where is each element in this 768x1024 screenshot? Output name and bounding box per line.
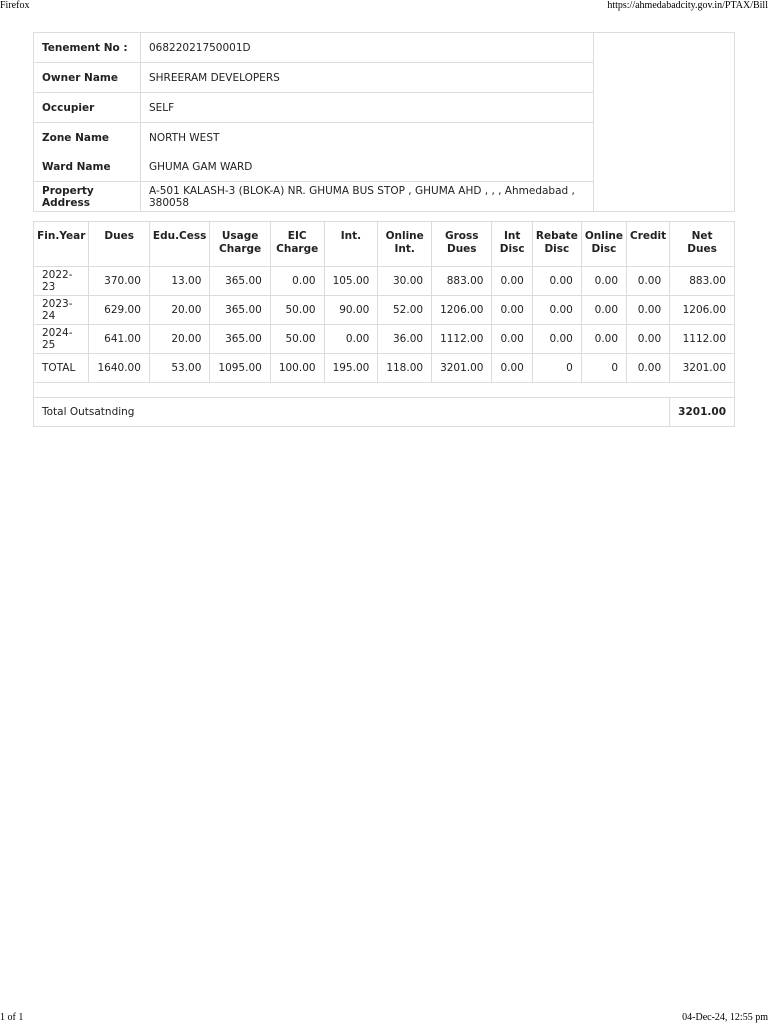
table-cell: 0.00 (532, 296, 581, 325)
column-header (89, 222, 149, 267)
table-cell: 0.00 (581, 267, 626, 296)
column-header-text: Disc (591, 243, 617, 255)
column-header (581, 222, 626, 267)
table-cell: 365.00 (210, 296, 270, 325)
info-value: SELF (141, 93, 594, 123)
spacer-cell (34, 383, 670, 398)
table-cell: 2024-25 (34, 325, 89, 354)
table-cell: 3201.00 (670, 354, 735, 383)
table-cell: 13.00 (149, 267, 209, 296)
column-header-text: Online (385, 230, 424, 242)
info-label: Ward Name (34, 152, 141, 182)
column-header-text: Dues (104, 230, 134, 242)
column-header (532, 222, 581, 267)
table-cell: 0.00 (627, 354, 670, 383)
blank-cell (594, 33, 735, 212)
column-header (149, 222, 209, 267)
column-header-text: Usage (221, 230, 259, 242)
table-cell: 0 (532, 354, 581, 383)
table-cell: 0.00 (492, 354, 532, 383)
table-cell: 0.00 (581, 325, 626, 354)
table-cell: 36.00 (378, 325, 432, 354)
info-label: Owner Name (34, 63, 141, 93)
table-cell: 0.00 (492, 325, 532, 354)
table-cell: 365.00 (210, 325, 270, 354)
info-label: Property Address (34, 182, 141, 212)
column-header-text: Charge (276, 243, 319, 255)
column-header-text: Fin.Year (37, 230, 86, 242)
table-cell: 0.00 (324, 325, 378, 354)
table-cell: 2022-23 (34, 267, 89, 296)
table-cell: 883.00 (432, 267, 492, 296)
info-value: 06822021750001D (141, 33, 594, 63)
column-header-text: Credit (630, 230, 667, 242)
table-cell: 90.00 (324, 296, 378, 325)
table-cell: 1112.00 (432, 325, 492, 354)
table-cell: 629.00 (89, 296, 149, 325)
table-row (34, 296, 735, 325)
column-header-text: Gross (445, 230, 479, 242)
page-url: https://ahmedabadcity.gov.in/PTAX/Bill (607, 0, 768, 11)
table-cell: 1095.00 (210, 354, 270, 383)
column-header-text: Dues (446, 243, 477, 255)
table-cell: 0.00 (532, 267, 581, 296)
column-header-text: Int. (394, 243, 415, 255)
table-cell: 0 (581, 354, 626, 383)
table-cell: 3201.00 (432, 354, 492, 383)
column-header-text: Charge (219, 243, 262, 255)
column-header (210, 222, 270, 267)
info-label: Occupier (34, 93, 141, 123)
column-header-text: Disc (544, 243, 570, 255)
column-header (270, 222, 324, 267)
table-cell: 100.00 (270, 354, 324, 383)
table-cell: 50.00 (270, 296, 324, 325)
table-cell: 195.00 (324, 354, 378, 383)
table-cell: 883.00 (670, 267, 735, 296)
table-cell: 30.00 (378, 267, 432, 296)
info-value: NORTH WEST (141, 123, 594, 153)
table-cell: 0.00 (270, 267, 324, 296)
table-cell: 1640.00 (89, 354, 149, 383)
total-row (34, 354, 735, 383)
table-cell: 52.00 (378, 296, 432, 325)
table-cell: 118.00 (378, 354, 432, 383)
column-header (627, 222, 670, 267)
column-header-text: Dues (687, 243, 717, 255)
table-cell: 2023-24 (34, 296, 89, 325)
column-header-text: Int (503, 230, 521, 242)
table-cell: 370.00 (89, 267, 149, 296)
info-value: A-501 KALASH-3 (BLOK-A) NR. GHUMA BUS STOP , GHUMA AHD , , , Ahmedabad , 380058 (141, 182, 594, 212)
column-header (378, 222, 432, 267)
total-outstanding-label: Total Outsatnding (34, 398, 670, 427)
print-timestamp: 04-Dec-24, 12:55 pm (682, 1012, 768, 1023)
column-header-text: Online (584, 230, 624, 242)
table-cell: 365.00 (210, 267, 270, 296)
column-header (492, 222, 532, 267)
info-row (34, 33, 735, 63)
info-label: Tenement No : (34, 33, 141, 63)
column-header (324, 222, 378, 267)
property-info-table (33, 32, 735, 212)
table-cell: 1206.00 (432, 296, 492, 325)
table-cell: 0.00 (581, 296, 626, 325)
table-cell: 0.00 (627, 296, 670, 325)
dues-header-row (34, 222, 735, 267)
print-footer (0, 1012, 768, 1023)
table-row (34, 325, 735, 354)
table-cell: 1112.00 (670, 325, 735, 354)
page-count: 1 of 1 (0, 1012, 24, 1023)
table-cell: 50.00 (270, 325, 324, 354)
table-cell: 53.00 (149, 354, 209, 383)
table-cell: 0.00 (532, 325, 581, 354)
column-header-text: Disc (499, 243, 525, 255)
table-row (34, 267, 735, 296)
table-cell: 641.00 (89, 325, 149, 354)
total-outstanding-value: 3201.00 (670, 398, 735, 427)
column-header-text: Net (691, 230, 713, 242)
print-header (0, 0, 768, 11)
table-cell: 105.00 (324, 267, 378, 296)
column-header-text: EIC (287, 230, 307, 242)
column-header-text: Edu.Cess (152, 230, 207, 242)
column-header (34, 222, 89, 267)
info-value: SHREERAM DEVELOPERS (141, 63, 594, 93)
spacer-cell (670, 383, 735, 398)
table-cell: 20.00 (149, 325, 209, 354)
info-label: Zone Name (34, 123, 141, 153)
table-cell: 0.00 (492, 296, 532, 325)
column-header (670, 222, 735, 267)
info-value: GHUMA GAM WARD (141, 152, 594, 182)
column-header-text: Rebate (535, 230, 578, 242)
table-cell: 20.00 (149, 296, 209, 325)
browser-name: Firefox (0, 0, 30, 11)
total-outstanding-row (34, 398, 735, 427)
dues-table (33, 221, 735, 427)
spacer-row (34, 383, 735, 398)
table-cell: TOTAL (34, 354, 89, 383)
column-header-text: Int. (340, 230, 362, 242)
table-cell: 0.00 (627, 267, 670, 296)
table-cell: 0.00 (492, 267, 532, 296)
table-cell: 0.00 (627, 325, 670, 354)
column-header (432, 222, 492, 267)
table-cell: 1206.00 (670, 296, 735, 325)
